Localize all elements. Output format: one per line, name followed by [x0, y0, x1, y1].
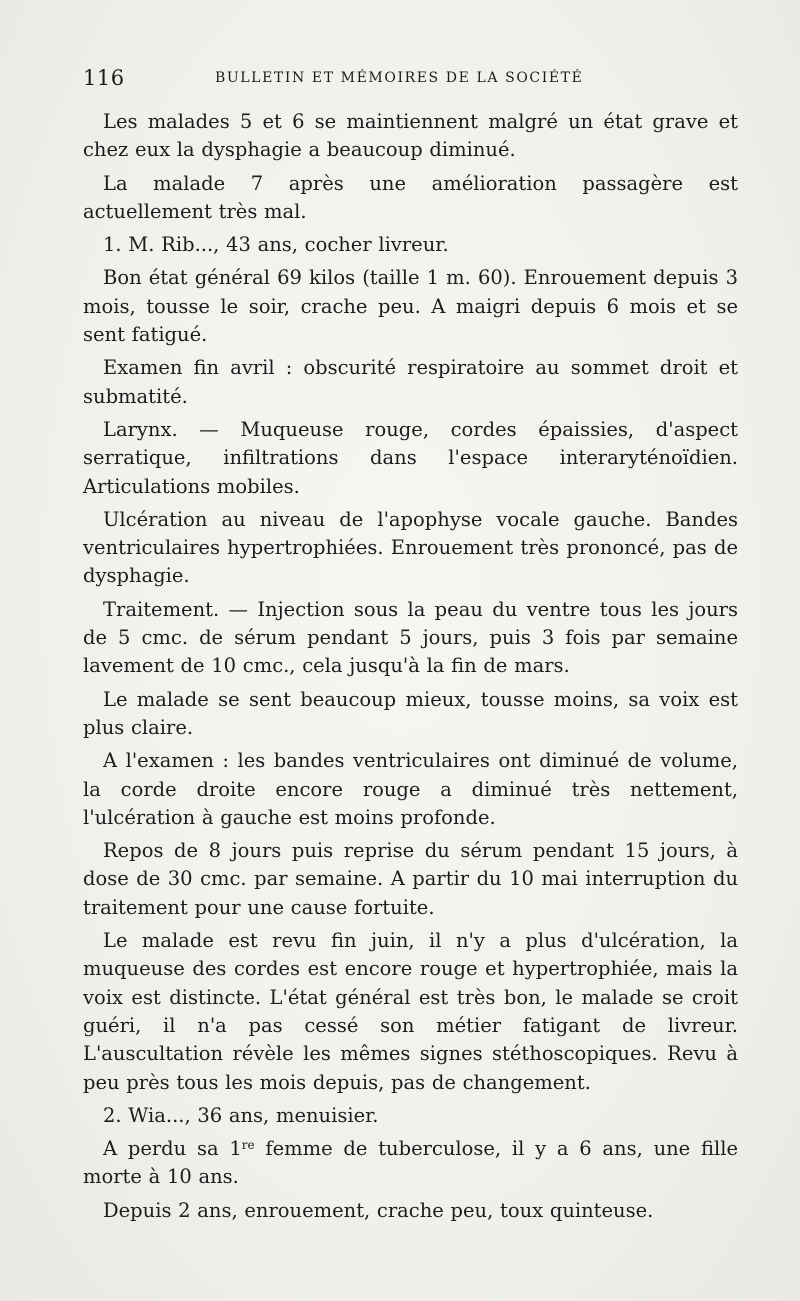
case-2-heading: 2. Wia..., 36 ans, menuisier.: [103, 1103, 379, 1127]
page-number: 116: [83, 66, 125, 90]
antecedents-text-end: femme de tuberculose, il y a 6 ans, une fille morte à 10 ans.: [83, 1137, 738, 1189]
body-text: [83, 108, 738, 1230]
paragraph-etat-general: Bon état général 69 kilos (taille 1 m. 60). Enrouement depuis 3 mois, tousse le soir, crache peu. A maigri depuis 6 mois et se sent fatigué.: [83, 266, 738, 347]
paragraph-ulceration: Ulcération au niveau de l'apophyse vocale gauche. Bandes ventriculaires hypertrophiées. Enrouement très prononcé, pas de dysphagie.: [83, 507, 738, 588]
page-header: [83, 66, 738, 94]
paragraph-traitement: Traitement. — Injection sous la peau du ventre tous les jours de 5 cmc. de sérum pendant 5 jours, puis 3 fois par semaine lavement de 10 cmc., cela jusqu'à la fin de mars.: [83, 597, 738, 678]
paragraph-revu: Le malade est revu fin juin, il n'y a plus d'ulcération, la muqueuse des cordes est encore rouge et hypertrophiée, mais la voix est distincte. L'état général est très bon, le malade se croit guéri, il n'a pas cessé son métier fatigant de livreur. L'auscultation révèle les mêmes signes stéthoscopiques. Revu à peu près tous les mois depuis, pas de changement.: [83, 929, 738, 1094]
paragraph-malade-7: La malade 7 après une amélioration passagère est actuellement très mal.: [83, 171, 738, 223]
case-1-heading: 1. M. Rib..., 43 ans, cocher livreur.: [103, 233, 449, 257]
running-head: BULLETIN ET MÉMOIRES DE LA SOCIÉTÉ: [215, 70, 584, 86]
antecedents-text-start: A perdu sa 1: [103, 1137, 242, 1161]
paragraph-enrouement: Depuis 2 ans, enrouement, crache peu, toux quinteuse.: [103, 1198, 654, 1222]
paragraph-repos: Repos de 8 jours puis reprise du sérum pendant 15 jours, à dose de 30 cmc. par semaine. A partir du 10 mai interruption du traitement pour une cause fortuite.: [83, 839, 738, 919]
paragraph-antecedents: [83, 1135, 738, 1192]
paragraph-examen: Examen fin avril : obscurité respiratoire au sommet droit et submatité.: [83, 356, 738, 408]
paragraph-larynx: Larynx. — Muqueuse rouge, cordes épaissies, d'aspect serratique, infiltrations dans l'espace interaryténoïdien. Articulations mobiles.: [83, 417, 738, 498]
paragraph-examen-2: A l'examen : les bandes ventriculaires ont diminué de volume, la corde droite encore rouge a diminué très nettement, l'ulcération à gauche est moins profonde.: [83, 749, 738, 829]
paragraph-amelioration: Le malade se sent beaucoup mieux, tousse moins, sa voix est plus claire.: [83, 687, 738, 739]
ordinal-superscript: re: [241, 1138, 255, 1153]
paragraph-malades-5-6: Les malades 5 et 6 se maintiennent malgré un état grave et chez eux la dysphagie a beaucoup diminué.: [83, 110, 738, 162]
